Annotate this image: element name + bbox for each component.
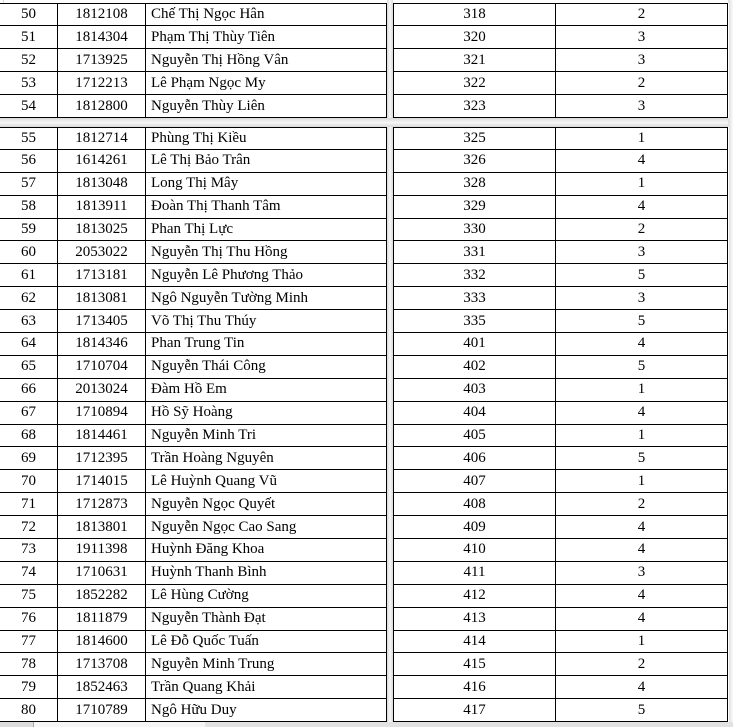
- cell-group[interactable]: 4: [556, 539, 728, 562]
- cell-student-id[interactable]: 1813911: [58, 196, 146, 219]
- cell-number[interactable]: 320: [394, 26, 556, 49]
- cell-row-number[interactable]: 59: [0, 219, 58, 242]
- cell-student-id[interactable]: 1812800: [58, 95, 146, 118]
- cell-student-name[interactable]: Nguyễn Ngọc Cao Sang: [146, 516, 387, 539]
- cell-row-number[interactable]: 73: [0, 539, 58, 562]
- cell-group[interactable]: 4: [556, 150, 728, 173]
- cell-row-number[interactable]: 57: [0, 173, 58, 196]
- cell-row-number[interactable]: 62: [0, 287, 58, 310]
- table-row: [394, 356, 729, 379]
- cell-student-id[interactable]: 1713708: [58, 653, 146, 676]
- scrollbar-thumb[interactable]: [34, 722, 205, 727]
- cell-number[interactable]: 415: [394, 653, 556, 676]
- cell-group[interactable]: 4: [556, 676, 728, 699]
- table-row: [0, 333, 387, 356]
- table-row: [0, 173, 387, 196]
- cell-row-number[interactable]: 75: [0, 585, 58, 608]
- cell-student-id[interactable]: 1814600: [58, 631, 146, 654]
- cell-row-number[interactable]: 80: [0, 699, 58, 722]
- cell-row-number[interactable]: 51: [0, 26, 58, 49]
- table-row: [394, 26, 729, 49]
- table-row: [0, 241, 387, 264]
- cell-row-number[interactable]: 58: [0, 196, 58, 219]
- cell-student-name[interactable]: Ngô Hữu Duy: [146, 699, 387, 722]
- cell-row-number[interactable]: 63: [0, 310, 58, 333]
- cell-student-id[interactable]: 1911398: [58, 539, 146, 562]
- table-row: [394, 3, 729, 26]
- table-row: [0, 150, 387, 173]
- cell-student-name[interactable]: Lê Huỳnh Quang Vũ: [146, 470, 387, 493]
- cell-student-name[interactable]: Trần Hoàng Nguyên: [146, 447, 387, 470]
- cell-number[interactable]: 330: [394, 219, 556, 242]
- cell-number[interactable]: 323: [394, 95, 556, 118]
- cell-student-id[interactable]: 1713405: [58, 310, 146, 333]
- table-row: [394, 493, 729, 516]
- table-row: [394, 95, 729, 118]
- table-row: [0, 470, 387, 493]
- cell-group[interactable]: 5: [556, 264, 728, 287]
- cell-row-number[interactable]: 64: [0, 333, 58, 356]
- cell-student-name[interactable]: Lê Đỗ Quốc Tuấn: [146, 631, 387, 654]
- cell-student-name[interactable]: Nguyễn Thùy Liên: [146, 95, 387, 118]
- cell-group[interactable]: 1: [556, 173, 728, 196]
- table-row: [394, 516, 729, 539]
- table-row: [394, 310, 729, 333]
- cell-student-id[interactable]: 1814346: [58, 333, 146, 356]
- cell-number[interactable]: 409: [394, 516, 556, 539]
- cell-number[interactable]: 402: [394, 356, 556, 379]
- cell-group[interactable]: 1: [556, 631, 728, 654]
- table-row: [394, 539, 729, 562]
- table-row: [394, 447, 729, 470]
- cell-number[interactable]: 411: [394, 562, 556, 585]
- table-row: [0, 631, 387, 654]
- cell-number[interactable]: 406: [394, 447, 556, 470]
- cell-row-number[interactable]: 66: [0, 379, 58, 402]
- cell-student-id[interactable]: 1710789: [58, 699, 146, 722]
- cell-group[interactable]: 2: [556, 219, 728, 242]
- cell-group[interactable]: 3: [556, 241, 728, 264]
- table-row: [394, 264, 729, 287]
- cell-number[interactable]: 325: [394, 127, 556, 150]
- table-row: [0, 493, 387, 516]
- cell-student-id[interactable]: 1813801: [58, 516, 146, 539]
- table-row: [0, 539, 387, 562]
- cell-group[interactable]: 4: [556, 402, 728, 425]
- cell-number[interactable]: 413: [394, 608, 556, 631]
- cell-group[interactable]: 4: [556, 196, 728, 219]
- cell-student-id[interactable]: 1813048: [58, 173, 146, 196]
- cell-student-name[interactable]: Chế Thị Ngọc Hân: [146, 3, 387, 26]
- cell-number[interactable]: 405: [394, 425, 556, 448]
- cell-row-number[interactable]: 56: [0, 150, 58, 173]
- table-row: [0, 676, 387, 699]
- cell-row-number[interactable]: 79: [0, 676, 58, 699]
- cell-row-number[interactable]: 74: [0, 562, 58, 585]
- table-row: [394, 470, 729, 493]
- cell-row-number[interactable]: 67: [0, 402, 58, 425]
- table-row: [394, 241, 729, 264]
- cell-row-number[interactable]: 50: [0, 3, 58, 26]
- cell-group[interactable]: 4: [556, 585, 728, 608]
- table-row: [394, 379, 729, 402]
- table-row: [394, 196, 729, 219]
- table-row: [0, 26, 387, 49]
- cell-number[interactable]: 410: [394, 539, 556, 562]
- cell-student-id[interactable]: 1712873: [58, 493, 146, 516]
- cell-number[interactable]: 417: [394, 699, 556, 722]
- table-row: [394, 585, 729, 608]
- table-row: [0, 95, 387, 118]
- cell-student-name[interactable]: Nguyễn Thái Công: [146, 356, 387, 379]
- table-row: [394, 699, 729, 722]
- cell-student-id[interactable]: 1814304: [58, 26, 146, 49]
- cell-student-name[interactable]: Trần Quang Khải: [146, 676, 387, 699]
- cell-row-number[interactable]: 53: [0, 72, 58, 95]
- cell-student-name[interactable]: Lê Thị Bảo Trân: [146, 150, 387, 173]
- cell-student-name[interactable]: Nguyễn Thành Đạt: [146, 608, 387, 631]
- cell-group[interactable]: 5: [556, 310, 728, 333]
- table-row: [0, 196, 387, 219]
- cell-row-number[interactable]: 76: [0, 608, 58, 631]
- cell-student-id[interactable]: 1812714: [58, 127, 146, 150]
- cell-student-name[interactable]: Nguyễn Minh Trung: [146, 653, 387, 676]
- table-row: [394, 608, 729, 631]
- cell-group[interactable]: 1: [556, 127, 728, 150]
- cell-row-number[interactable]: 54: [0, 95, 58, 118]
- table-row: [0, 447, 387, 470]
- cell-student-name[interactable]: Nguyễn Thị Hồng Vân: [146, 49, 387, 72]
- cell-student-name[interactable]: Phùng Thị Kiều: [146, 127, 387, 150]
- cell-row-number[interactable]: 77: [0, 631, 58, 654]
- cell-student-name[interactable]: Long Thị Mây: [146, 173, 387, 196]
- table-row: [0, 699, 387, 722]
- cell-student-id[interactable]: 2053022: [58, 241, 146, 264]
- table-row: [0, 379, 387, 402]
- table-row: [0, 72, 387, 95]
- table-row: [394, 562, 729, 585]
- cell-student-id[interactable]: 1814461: [58, 425, 146, 448]
- cell-number[interactable]: 329: [394, 196, 556, 219]
- cell-number[interactable]: 333: [394, 287, 556, 310]
- table-row: [394, 287, 729, 310]
- table-row: [0, 127, 387, 150]
- cell-student-name[interactable]: Huỳnh Đăng Khoa: [146, 539, 387, 562]
- scrollbar-corner[interactable]: [0, 722, 34, 727]
- cell-number[interactable]: 403: [394, 379, 556, 402]
- table-row: [0, 49, 387, 72]
- cell-group[interactable]: 3: [556, 562, 728, 585]
- cell-group[interactable]: 2: [556, 72, 728, 95]
- cell-row-number[interactable]: 72: [0, 516, 58, 539]
- cell-group[interactable]: 1: [556, 425, 728, 448]
- cell-student-id[interactable]: 1713925: [58, 49, 146, 72]
- cell-group[interactable]: 1: [556, 379, 728, 402]
- cell-row-number[interactable]: 60: [0, 241, 58, 264]
- table-row: [0, 264, 387, 287]
- cell-row-number[interactable]: 69: [0, 447, 58, 470]
- cell-row-number[interactable]: 65: [0, 356, 58, 379]
- cell-number[interactable]: 335: [394, 310, 556, 333]
- table-row: [394, 333, 729, 356]
- cell-number[interactable]: 328: [394, 173, 556, 196]
- cell-group[interactable]: 1: [556, 470, 728, 493]
- table-row: [0, 402, 387, 425]
- table-row: [394, 173, 729, 196]
- cell-student-id[interactable]: 1812108: [58, 3, 146, 26]
- cell-student-id[interactable]: 1710631: [58, 562, 146, 585]
- cell-group[interactable]: 4: [556, 333, 728, 356]
- cell-group[interactable]: 3: [556, 287, 728, 310]
- cell-group[interactable]: 3: [556, 26, 728, 49]
- table-row: [394, 150, 729, 173]
- cell-number[interactable]: 332: [394, 264, 556, 287]
- cell-row-number[interactable]: 71: [0, 493, 58, 516]
- cell-student-name[interactable]: Nguyễn Lê Phương Thảo: [146, 264, 387, 287]
- table-row: [0, 287, 387, 310]
- cell-group[interactable]: 5: [556, 447, 728, 470]
- cell-group[interactable]: 2: [556, 653, 728, 676]
- table-bottom-left-pane: [0, 127, 387, 722]
- cell-row-number[interactable]: 61: [0, 264, 58, 287]
- cell-group[interactable]: 5: [556, 699, 728, 722]
- cell-student-name[interactable]: Nguyễn Minh Tri: [146, 425, 387, 448]
- table-row: [0, 425, 387, 448]
- cell-student-id[interactable]: 1713181: [58, 264, 146, 287]
- table-row: [394, 676, 729, 699]
- cell-student-id[interactable]: 1714015: [58, 470, 146, 493]
- cell-group[interactable]: 3: [556, 49, 728, 72]
- cell-row-number[interactable]: 68: [0, 425, 58, 448]
- table-top-right-pane: [393, 3, 729, 118]
- cell-row-number[interactable]: 55: [0, 127, 58, 150]
- cell-number[interactable]: 321: [394, 49, 556, 72]
- cell-number[interactable]: 408: [394, 493, 556, 516]
- cell-student-name[interactable]: Huỳnh Thanh Bình: [146, 562, 387, 585]
- cell-student-name[interactable]: Phan Thị Lực: [146, 219, 387, 242]
- cell-student-name[interactable]: Đoàn Thị Thanh Tâm: [146, 196, 387, 219]
- table-row: [394, 402, 729, 425]
- cell-student-name[interactable]: Võ Thị Thu Thúy: [146, 310, 387, 333]
- cell-group[interactable]: 2: [556, 3, 728, 26]
- table-row: [0, 653, 387, 676]
- cell-student-id[interactable]: 1852282: [58, 585, 146, 608]
- cell-number[interactable]: 414: [394, 631, 556, 654]
- cell-student-name[interactable]: Phạm Thị Thùy Tiên: [146, 26, 387, 49]
- cell-student-id[interactable]: 1614261: [58, 150, 146, 173]
- cell-number[interactable]: 404: [394, 402, 556, 425]
- table-row: [0, 516, 387, 539]
- table-row: [394, 72, 729, 95]
- cell-student-name[interactable]: Hồ Sỹ Hoàng: [146, 402, 387, 425]
- table-row: [394, 631, 729, 654]
- cell-student-id[interactable]: 1710704: [58, 356, 146, 379]
- cell-number[interactable]: 326: [394, 150, 556, 173]
- cell-row-number[interactable]: 70: [0, 470, 58, 493]
- table-row: [394, 653, 729, 676]
- cell-number[interactable]: 412: [394, 585, 556, 608]
- cell-student-name[interactable]: Lê Hùng Cường: [146, 585, 387, 608]
- cell-student-name[interactable]: Nguyễn Thị Thu Hồng: [146, 241, 387, 264]
- cell-group[interactable]: 2: [556, 493, 728, 516]
- table-row: [0, 585, 387, 608]
- table-row: [394, 219, 729, 242]
- table-row: [394, 127, 729, 150]
- cell-group[interactable]: 5: [556, 356, 728, 379]
- cell-number[interactable]: 407: [394, 470, 556, 493]
- cell-number[interactable]: 322: [394, 72, 556, 95]
- cell-student-id[interactable]: 2013024: [58, 379, 146, 402]
- cell-group[interactable]: 3: [556, 95, 728, 118]
- cell-number[interactable]: 401: [394, 333, 556, 356]
- cell-student-name[interactable]: Nguyễn Ngọc Quyết: [146, 493, 387, 516]
- table-row: [0, 3, 387, 26]
- cell-student-name[interactable]: Ngô Nguyễn Tường Minh: [146, 287, 387, 310]
- table-row: [0, 356, 387, 379]
- table-row: [394, 425, 729, 448]
- cell-group[interactable]: 4: [556, 608, 728, 631]
- cell-student-id[interactable]: 1811879: [58, 608, 146, 631]
- cell-group[interactable]: 4: [556, 516, 728, 539]
- cell-student-name[interactable]: Phan Trung Tin: [146, 333, 387, 356]
- cell-student-name[interactable]: Lê Phạm Ngọc My: [146, 72, 387, 95]
- cell-student-id[interactable]: 1712395: [58, 447, 146, 470]
- cell-student-id[interactable]: 1852463: [58, 676, 146, 699]
- table-row: [394, 49, 729, 72]
- table-row: [0, 310, 387, 333]
- cell-number[interactable]: 331: [394, 241, 556, 264]
- table-row: [0, 219, 387, 242]
- table-row: [0, 608, 387, 631]
- table-row: [0, 562, 387, 585]
- cell-number[interactable]: 416: [394, 676, 556, 699]
- table-top-left-pane: [0, 3, 387, 118]
- cell-student-id[interactable]: 1712213: [58, 72, 146, 95]
- cell-number[interactable]: 318: [394, 3, 556, 26]
- cell-row-number[interactable]: 78: [0, 653, 58, 676]
- cell-student-id[interactable]: 1710894: [58, 402, 146, 425]
- horizontal-pane-gap: [0, 118, 728, 127]
- cell-student-name[interactable]: Đàm Hồ Em: [146, 379, 387, 402]
- cell-student-id[interactable]: 1813025: [58, 219, 146, 242]
- table-bottom-right-pane: [393, 127, 729, 722]
- cell-row-number[interactable]: 52: [0, 49, 58, 72]
- cell-student-id[interactable]: 1813081: [58, 287, 146, 310]
